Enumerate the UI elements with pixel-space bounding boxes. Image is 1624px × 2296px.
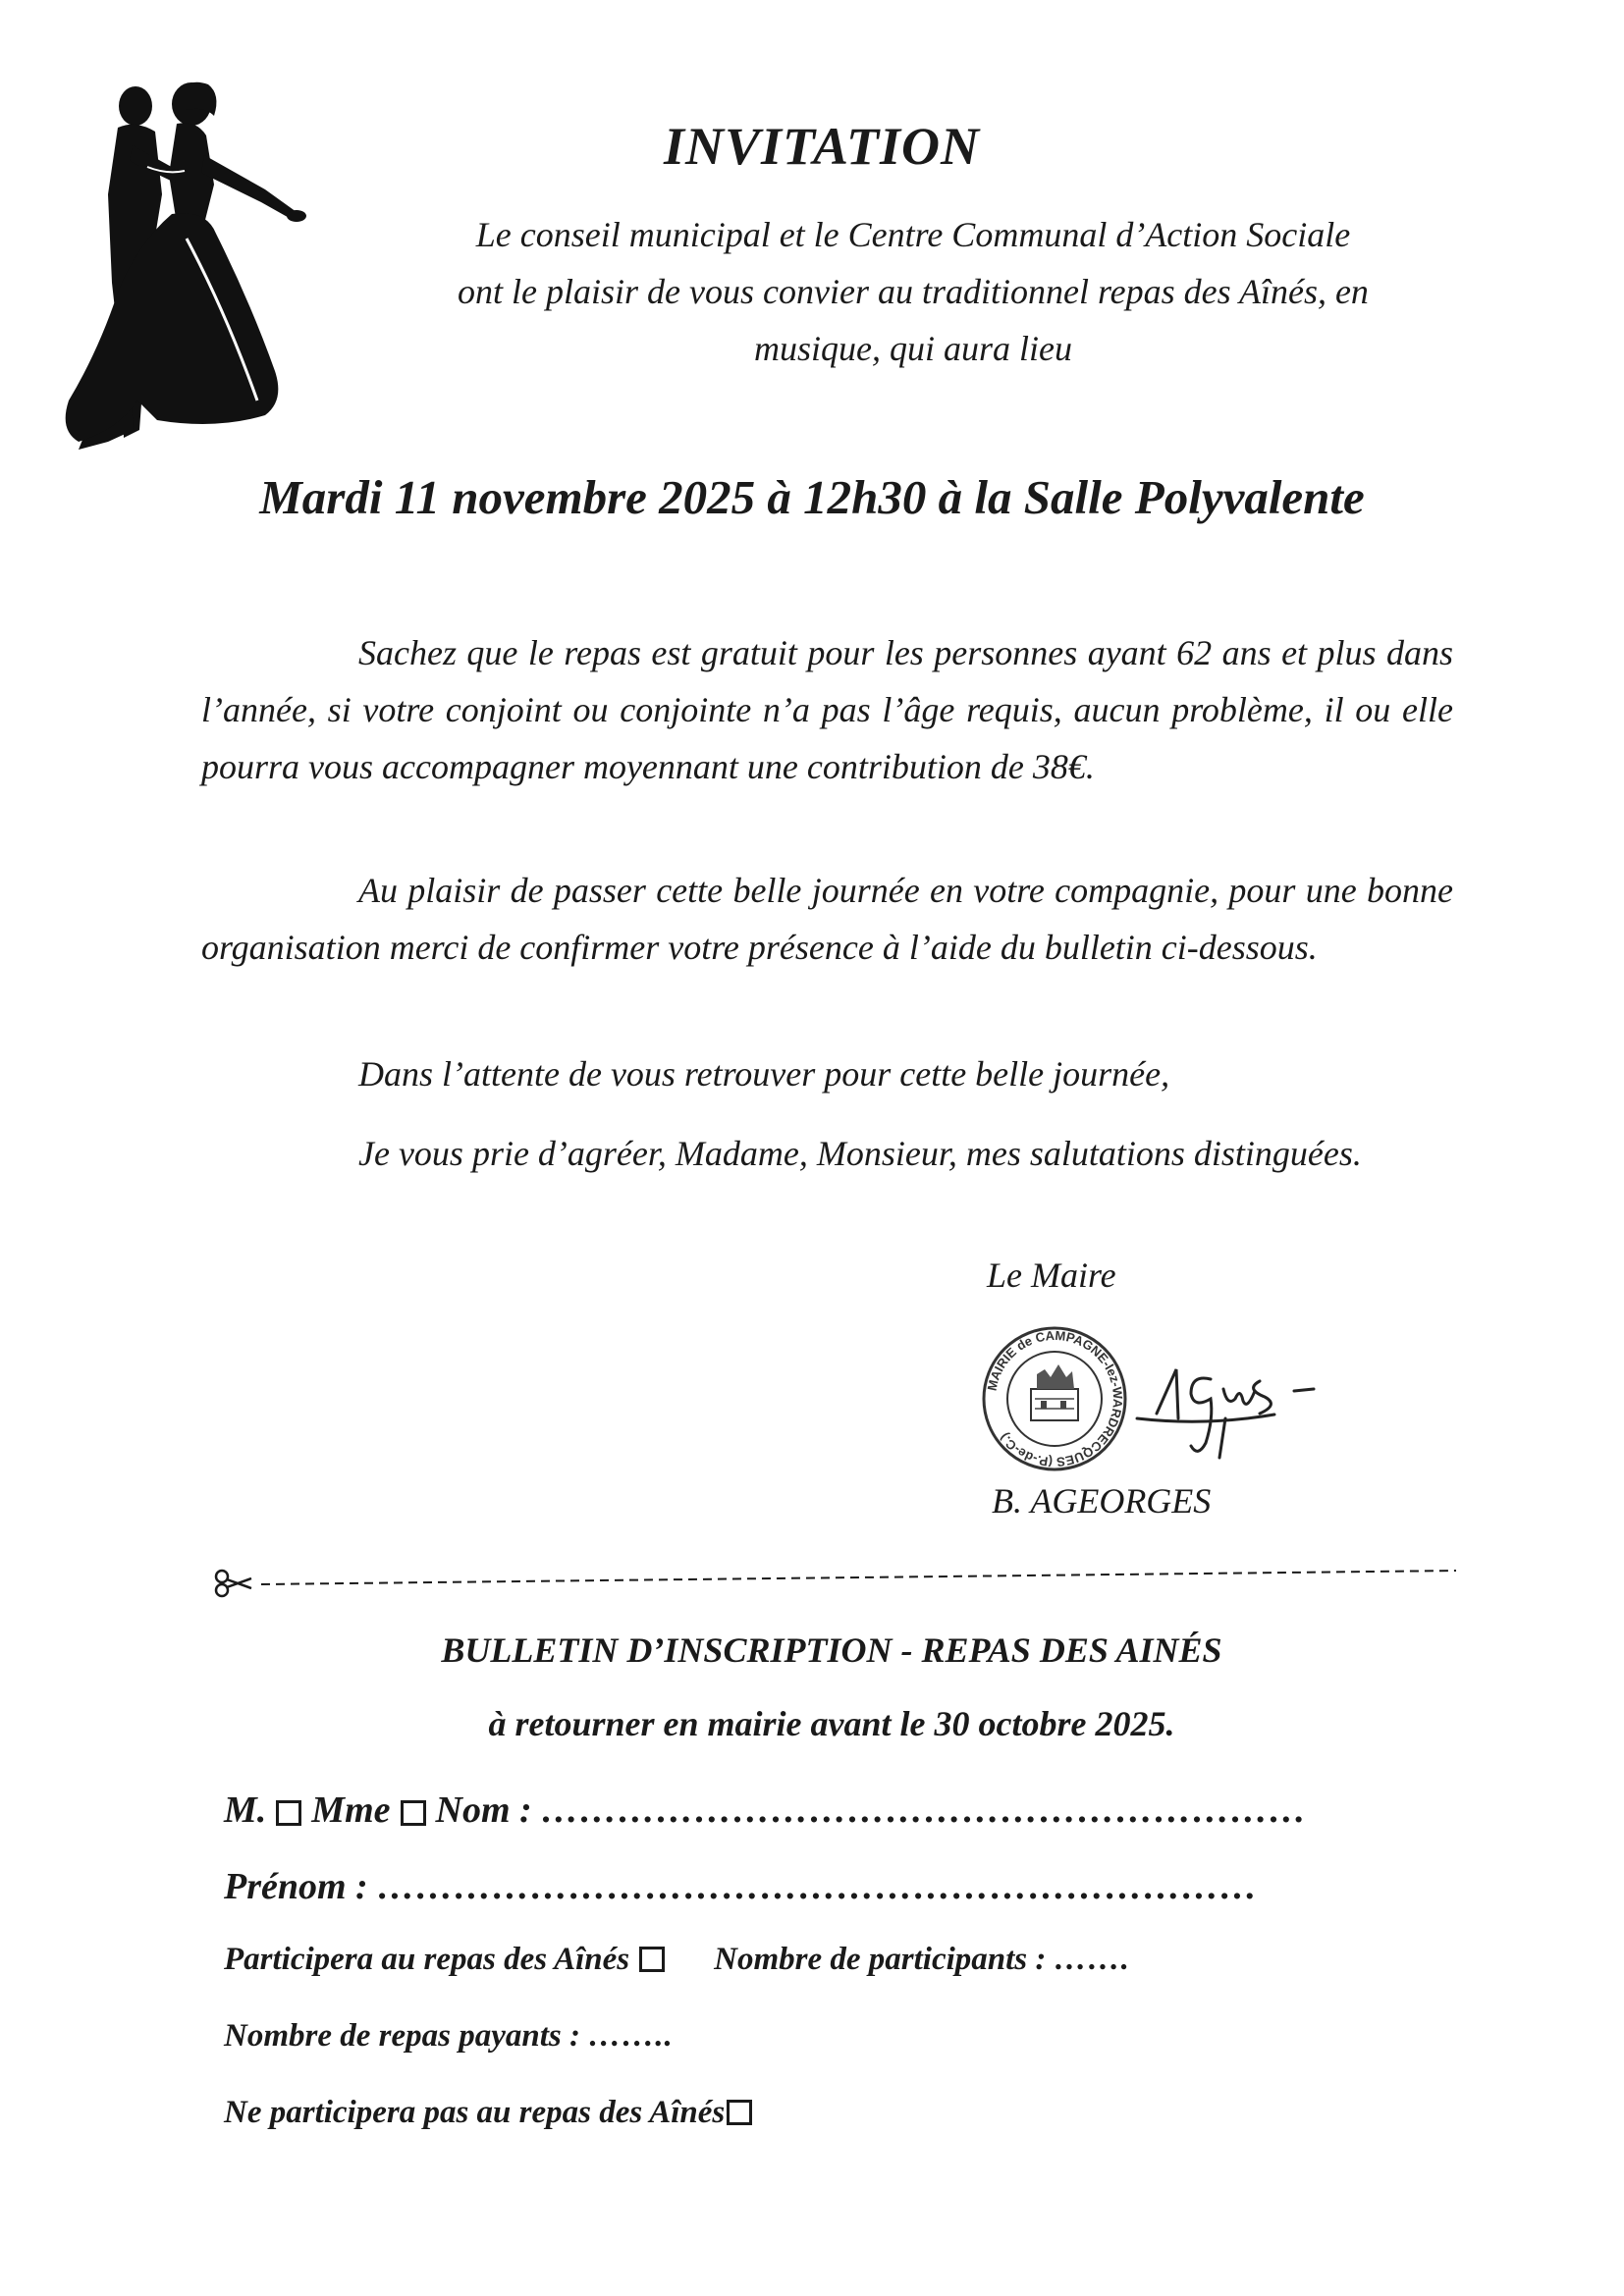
civility-name-row [224, 1789, 1307, 1832]
cut-line [214, 1559, 1456, 1598]
nom-label: Nom : [435, 1789, 532, 1831]
scissors-icon [216, 1571, 251, 1596]
paragraph-salutations: Je vous prie d’agréer, Madame, Monsieur, mes salutations distinguées. [358, 1134, 1362, 1173]
prenom-label: Prénom : [224, 1866, 368, 1907]
prenom-row [224, 1865, 1258, 1908]
nb-participants-field[interactable]: ……. [1054, 1942, 1130, 1977]
ne-participera-checkbox[interactable] [727, 2100, 752, 2125]
paragraph-confirm-presence: Au plaisir de passer cette belle journée en votre compagnie, pour une bonne organisation merci de confirmer votre présence à l’aide du bulletin ci-dessous. [201, 871, 1453, 967]
signatory-role: Le Maire [987, 1255, 1116, 1295]
nb-participants-label: Nombre de participants : [714, 1942, 1047, 1977]
paying-meals-row [224, 2018, 674, 2055]
invitation-intro [353, 206, 1473, 377]
intro-line: musique, qui aura lieu [754, 329, 1072, 368]
participation-row [224, 1942, 1130, 1978]
mme-label: Mme [311, 1789, 391, 1831]
ne-participera-label: Ne participera pas au repas des Aînés [224, 2095, 726, 2130]
participera-label: Participera au repas des Aînés [224, 1942, 630, 1977]
bulletin-return-deadline: à retourner en mairie avant le 30 octobre 2025. [488, 1704, 1175, 1743]
invitation-title: INVITATION [663, 117, 981, 176]
event-date-place: Mardi 11 novembre 2025 à 12h30 à la Salle Polyvalente [259, 470, 1365, 524]
svg-text:MAIRIE de CAMPAGNE-lez-WARDREC: MAIRIE de CAMPAGNE-lez-WARDRECQUES (P.-de-C.) [984, 1327, 1126, 1470]
intro-line: Le conseil municipal et le Centre Communal d’Action Sociale [475, 215, 1351, 254]
m-label: M. [224, 1789, 267, 1831]
bulletin-title: BULLETIN D’INSCRIPTION - REPAS DES AINÉS [441, 1630, 1222, 1670]
nom-field[interactable]: …………………………………………………… [541, 1789, 1308, 1831]
mayor-seal-and-signature [980, 1320, 1353, 1477]
handwritten-signature [1137, 1369, 1314, 1458]
not-participating-row [224, 2095, 762, 2131]
nb-payants-label: Nombre de repas payants : [224, 2018, 580, 2054]
town-hall-seal [984, 1328, 1125, 1469]
mme-checkbox[interactable] [401, 1800, 426, 1826]
paragraph-waiting: Dans l’attente de vous retrouver pour cette belle journée, [358, 1054, 1170, 1094]
intro-line: ont le plaisir de vous convier au traditionnel repas des Aînés, en [458, 272, 1369, 311]
m-checkbox[interactable] [276, 1800, 301, 1826]
signatory-name: B. AGEORGES [992, 1481, 1212, 1521]
paragraph-price-info: Sachez que le repas est gratuit pour les personnes ayant 62 ans et plus dans l’année, si votre conjoint ou conjointe n’a pas l’âge requis, aucun problème, il ou elle pourra vous accompagner moyennant une contribution de 38€. [201, 633, 1453, 786]
nb-payants-field[interactable]: …….. [588, 2018, 674, 2054]
participera-checkbox[interactable] [639, 1947, 665, 1972]
prenom-field[interactable]: …………………………………………………………… [377, 1866, 1259, 1907]
